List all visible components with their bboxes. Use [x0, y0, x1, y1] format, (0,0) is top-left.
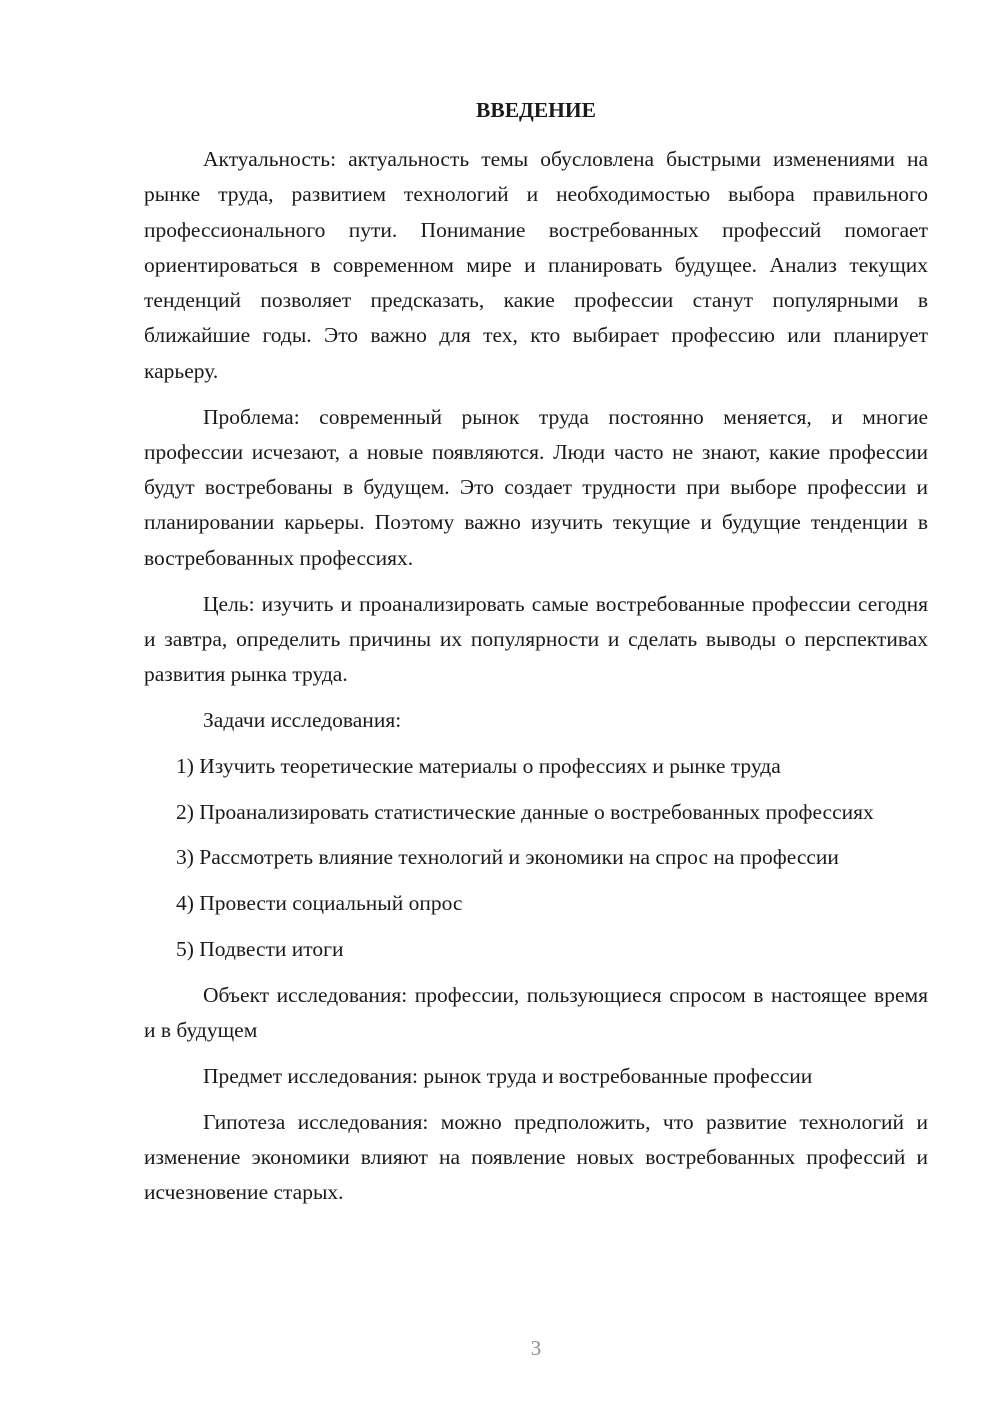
- subject-paragraph: Предмет исследования: рынок труда и востребованные профессии: [203, 1063, 813, 1088]
- goal-paragraph: Цель: изучить и проанализировать самые востребованные профессии сегодня и завтра, определить причины их популярности и сделать выводы о перспективах развития рынка труда.: [144, 591, 928, 687]
- task-item: 5) Подвести итоги: [176, 936, 344, 961]
- document-body: [144, 142, 928, 1221]
- tasks-heading: Задачи исследования:: [203, 707, 402, 732]
- task-item: 2) Проанализировать статистические данные о востребованных профессиях: [176, 799, 874, 824]
- task-item: 4) Провести социальный опрос: [176, 891, 463, 916]
- hypothesis-paragraph: Гипотеза исследования: можно предположить, что развитие технологий и изменение экономики влияют на появление новых востребованных профессий и исчезновение старых.: [144, 1109, 928, 1205]
- section-title: ВВЕДЕНИЕ: [476, 98, 596, 122]
- problem-paragraph: Проблема: современный рынок труда постоянно меняется, и многие профессии исчезают, а новые появляются. Люди часто не знают, какие профессии будут востребованы в будущем. Это создает трудности при выборе профессии и планировании карьеры. Поэтому важно изучить текущие и будущие тенденции в востребованных профессиях.: [144, 404, 928, 570]
- document-page: [144, 0, 928, 1414]
- task-item: 3) Рассмотреть влияние технологий и экономики на спрос на профессии: [176, 845, 839, 870]
- task-item: 1) Изучить теоретические материалы о профессиях и рынке труда: [176, 753, 781, 778]
- object-paragraph: Объект исследования: профессии, пользующиеся спросом в настоящее время и в будущем: [144, 982, 928, 1043]
- page-number: 3: [530, 1336, 542, 1360]
- relevance-paragraph: Актуальность: актуальность темы обусловлена быстрыми изменениями на рынке труда, развитием технологий и необходимостью выбора правильного профессионального пути. Понимание востребованных профессий помогает ориентироваться в современном мире и планировать будущее. Анализ текущих тенденций позволяет предсказать, какие профессии станут популярными в ближайшие годы. Это важно для тех, кто выбирает профессию или планирует карьеру.: [144, 147, 928, 383]
